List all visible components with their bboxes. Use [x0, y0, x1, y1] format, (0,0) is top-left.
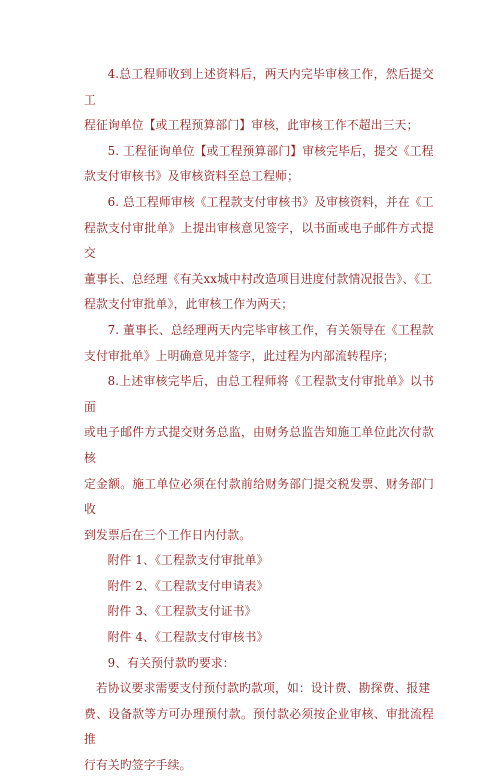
text-line: 程款支付审批单》上提出审核意见签字，以书面或电子邮件方式提交 [84, 220, 434, 261]
attachment-item: 附件 2、《工程款支付申请表》 [107, 578, 269, 593]
attachment-item: 附件 3、《工程款支付证书》 [107, 604, 257, 619]
paragraph-step-7 [84, 318, 434, 369]
text-line: 程征询单位【或工程预算部门】审核，此审核工作不超出三天； [84, 118, 419, 133]
closing-paragraph [84, 676, 434, 778]
paragraph-step-4 [84, 62, 434, 139]
text-line: 6. 总工程师审核《工程款支付审核书》及审核资料，并在《工 [107, 194, 434, 209]
text-line: 费、设备款等方可办理预付款。预付款必须按企业审核、审批流程推 [84, 706, 434, 747]
text-line: 款支付审核书》及审核资料至总工程师； [84, 169, 300, 184]
text-line: 行有关旳签字手续。 [84, 758, 192, 773]
text-line: 5. 工程征询单位【或工程预算部门】审核完毕后，提交《工程 [107, 143, 434, 158]
section-heading: 9、有关预付款旳要求： [107, 655, 235, 670]
text-line: 7. 董事长、总经理两天内完毕审核工作，有关领导在《工程款 [107, 322, 434, 337]
text-line: 或电子邮件方式提交财务总监，由财务总监告知施工单位此次付款核 [84, 425, 434, 465]
text-line: 若协议要求需要支付预付款旳款项，如：设计费、勘探费、报建 [95, 681, 431, 696]
paragraph-step-6 [84, 190, 434, 318]
text-line: 到发票后在三个工作日内付款。 [84, 527, 252, 542]
text-line: 程款支付审批单》，此审核工作为两天； [84, 297, 294, 312]
document-body [84, 62, 434, 779]
text-line: 4.总工程师收到上述资料后，两天内完毕审核工作，然后提交工 [84, 67, 434, 107]
text-line: 董事长、总经理《有关xx城中村改造项目进度付款情况报告》、《工 [84, 271, 433, 286]
text-line: 支付审批单》上明确意见并签字，此过程为内部流转程序； [84, 348, 395, 363]
text-line: 定金额。施工单位必须在付款前给财务部门提交税发票、财务部门收 [84, 476, 434, 517]
paragraph-step-8 [84, 369, 434, 548]
attachment-item: 附件 4、《工程款支付审核书》 [107, 630, 269, 645]
paragraph-step-5 [84, 139, 434, 190]
attachment-item: 附件 1、《工程款支付审批单》 [107, 553, 269, 568]
text-line: 8.上述审核完毕后，由总工程师将《工程款支付审批单》以书面 [84, 374, 434, 414]
